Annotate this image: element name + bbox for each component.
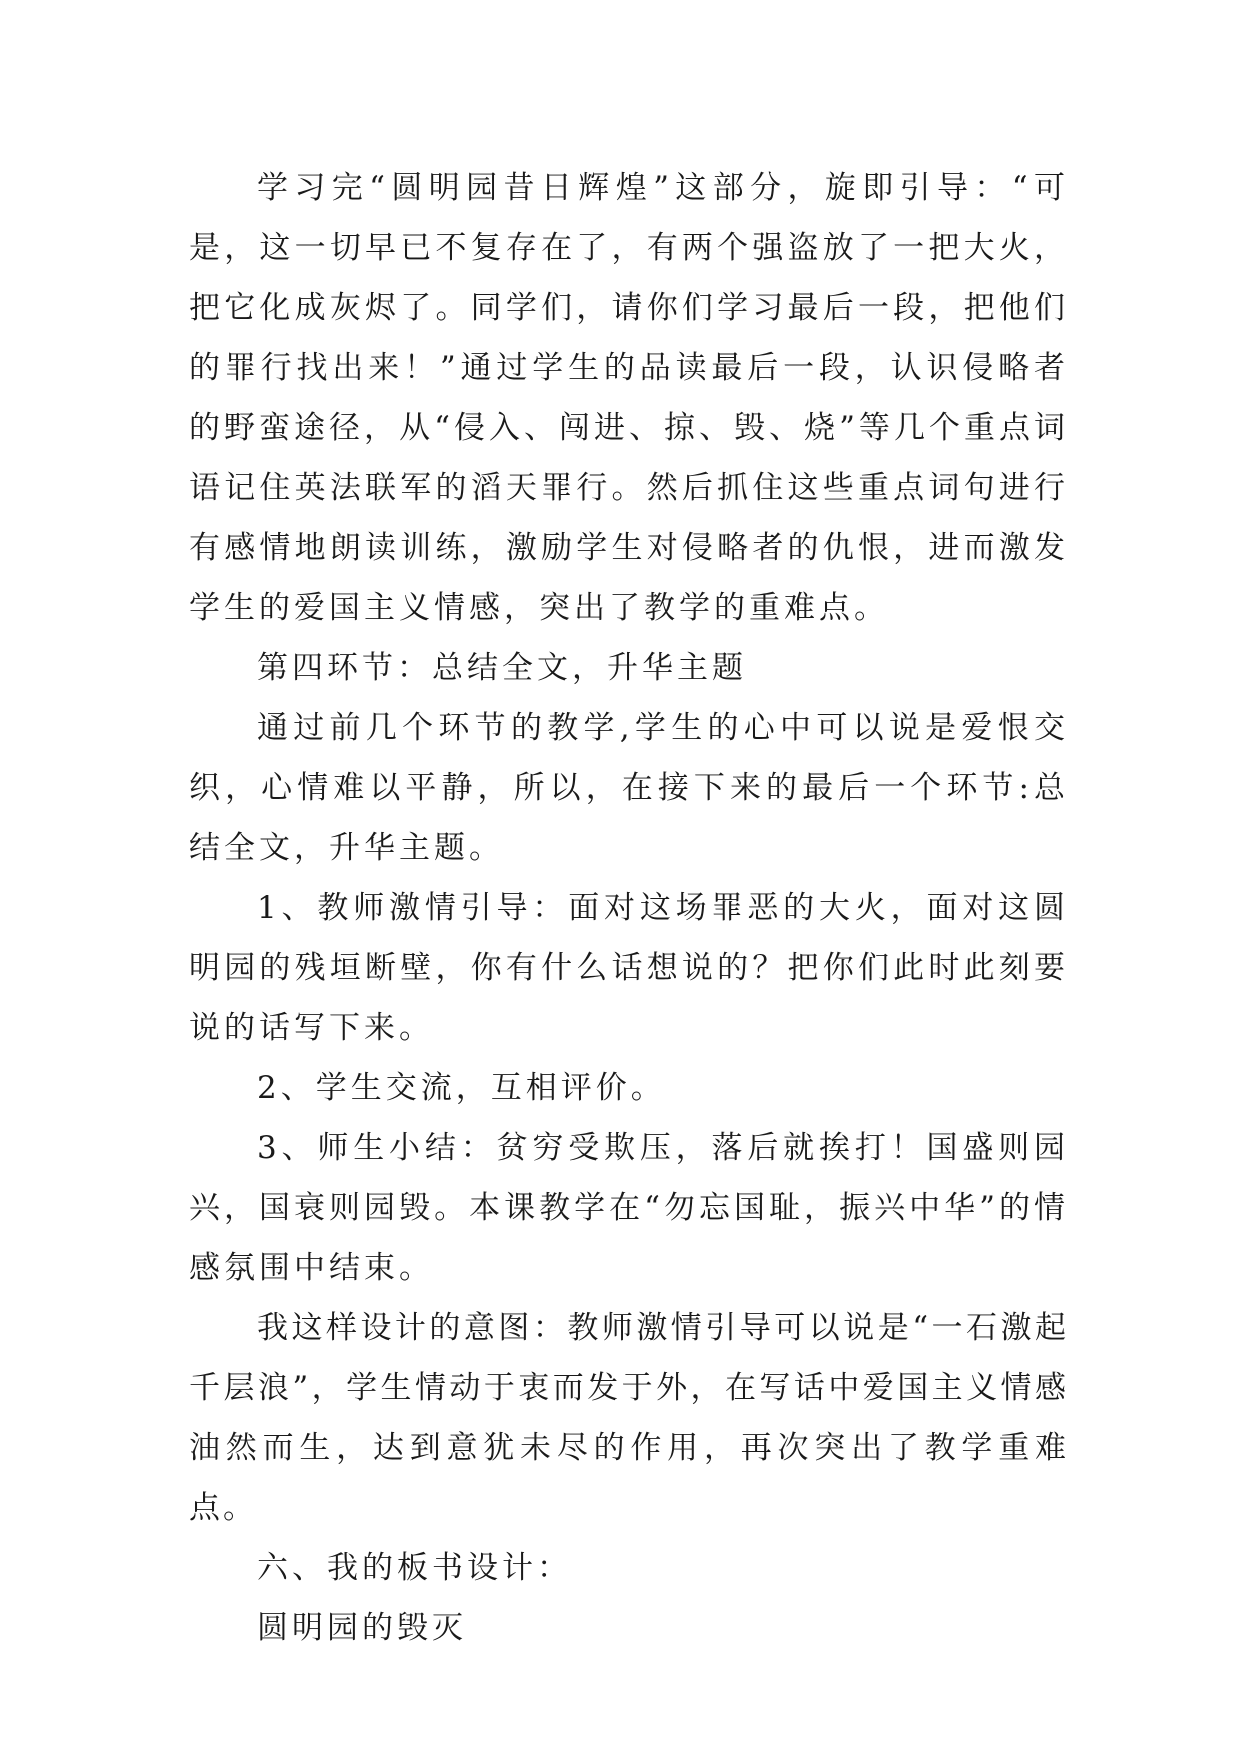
section-heading-board-design: 六、我的板书设计： [257, 1550, 572, 1586]
board-title: 圆明园的毁灭 [257, 1610, 467, 1646]
list-item-2: 2、学生交流，互相评价。 [257, 1070, 666, 1106]
paragraph-intro: 学习完“圆明园昔日辉煌”这部分，旋即引导：“可是，这一切早已不复存在了，有两个强盗放了一把大火，把它化成灰烬了。同学们，请你们学习最后一段，把他们的罪行找出来！”通过学生的品读最后一段，认识侵略者的野蛮途径，从“侵入、闯进、掠、毁、烧”等几个重点词语记住英法联军的滔天罪行。然后抓住这些重点词句进行有感情地朗读训练，激励学生对侵略者的仇恨，进而激发学生的爱国主义情感，突出了教学的重难点。 [189, 170, 1069, 626]
list-item-3: 3、师生小结：贫穷受欺压，落后就挨打！国盛则园兴，国衰则园毁。本课教学在“勿忘国耻，振兴中华”的情感氛围中结束。 [189, 1130, 1069, 1286]
document-body [189, 158, 1069, 1658]
paragraph-transition: 通过前几个环节的教学,学生的心中可以说是爱恨交织，心情难以平静，所以，在接下来的最后一个环节:总结全文，升华主题。 [189, 710, 1069, 866]
section-heading-fourth-step: 第四环节：总结全文，升华主题 [257, 650, 747, 686]
paragraph-design-intent: 我这样设计的意图：教师激情引导可以说是“一石激起千层浪”，学生情动于衷而发于外，在写话中爱国主义情感油然而生，达到意犹未尽的作用，再次突出了教学重难点。 [189, 1310, 1069, 1526]
list-item-1: 1、教师激情引导：面对这场罪恶的大火，面对这圆明园的残垣断壁，你有什么话想说的？把你们此时此刻要说的话写下来。 [189, 890, 1069, 1046]
